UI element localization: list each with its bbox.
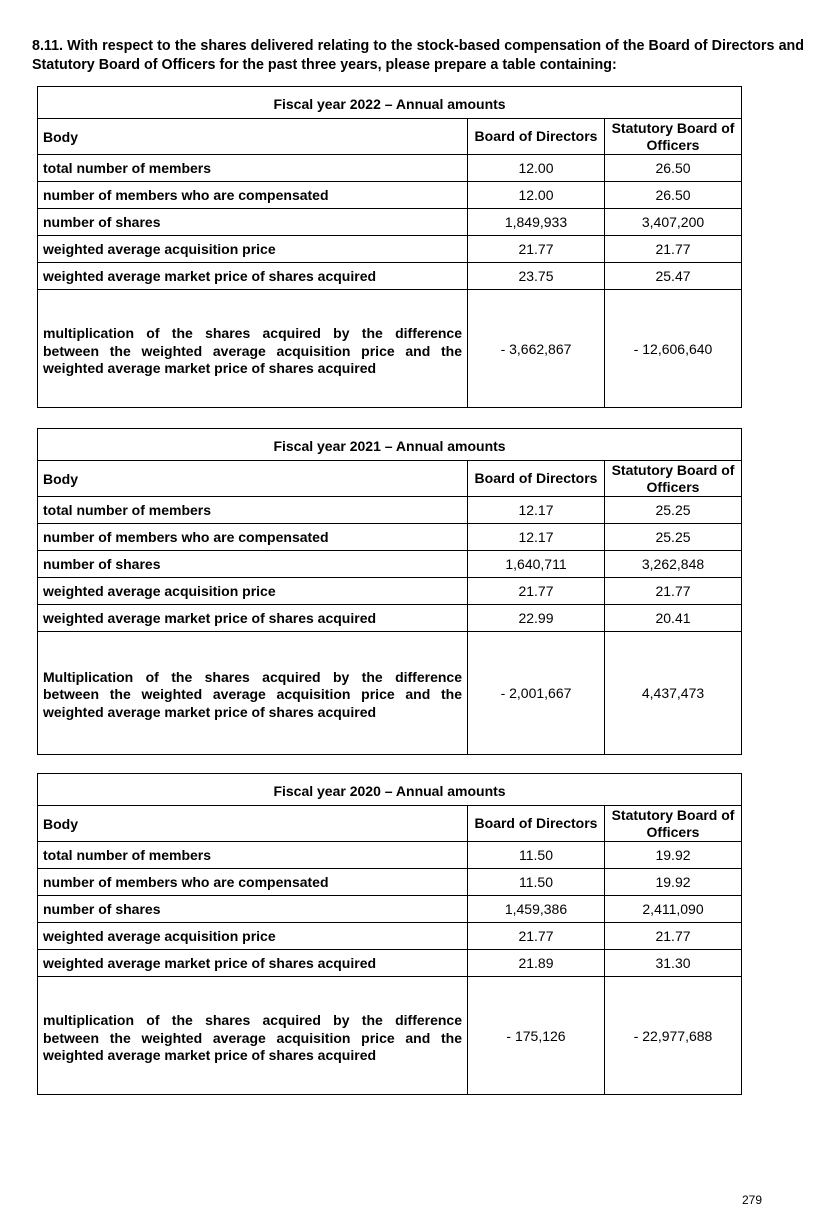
row-label: number of shares — [38, 551, 468, 578]
row-label: total number of members — [38, 497, 468, 524]
body-column-header: Body — [38, 461, 468, 497]
officers-column-header: Statutory Board of Officers — [605, 806, 742, 842]
board-value: 11.50 — [468, 842, 605, 869]
row-label: weighted average market price of shares acquired — [38, 263, 468, 290]
row-label: weighted average acquisition price — [38, 578, 468, 605]
officers-value: 25.47 — [605, 263, 742, 290]
officers-value: - 12,606,640 — [605, 290, 742, 408]
officers-value: 19.92 — [605, 842, 742, 869]
board-value: - 2,001,667 — [468, 632, 605, 755]
table-row — [38, 842, 742, 869]
row-label: number of members who are compensated — [38, 869, 468, 896]
officers-column-header: Statutory Board of Officers — [605, 119, 742, 155]
officers-value: 21.77 — [605, 923, 742, 950]
board-value: 12.00 — [468, 182, 605, 209]
table-row — [38, 524, 742, 551]
table-title: Fiscal year 2020 – Annual amounts — [38, 774, 742, 806]
table-row — [38, 977, 742, 1095]
board-value: 21.77 — [468, 923, 605, 950]
board-column-header: Board of Directors — [468, 806, 605, 842]
officers-value: 25.25 — [605, 497, 742, 524]
row-label: weighted average acquisition price — [38, 923, 468, 950]
table-row — [38, 923, 742, 950]
board-column-header: Board of Directors — [468, 119, 605, 155]
board-value: 23.75 — [468, 263, 605, 290]
officers-value: 3,262,848 — [605, 551, 742, 578]
body-column-header: Body — [38, 119, 468, 155]
table-row — [38, 209, 742, 236]
row-label: weighted average market price of shares acquired — [38, 950, 468, 977]
row-label: Multiplication of the shares acquired by the difference between the weighted average acquisition price and the weighted average market price of shares acquired — [38, 632, 468, 755]
row-label: multiplication of the shares acquired by the difference between the weighted average acquisition price and the weighted average market price of shares acquired — [38, 290, 468, 408]
table-row — [38, 236, 742, 263]
board-value: 11.50 — [468, 869, 605, 896]
row-label: total number of members — [38, 842, 468, 869]
board-value: 21.89 — [468, 950, 605, 977]
row-label: weighted average market price of shares acquired — [38, 605, 468, 632]
table-row — [38, 290, 742, 408]
board-value: 21.77 — [468, 578, 605, 605]
officers-value: 31.30 — [605, 950, 742, 977]
table-row — [38, 578, 742, 605]
officers-value: 2,411,090 — [605, 896, 742, 923]
officers-value: 25.25 — [605, 524, 742, 551]
page-number: 279 — [742, 1193, 763, 1207]
table-row — [38, 869, 742, 896]
table-row — [38, 155, 742, 182]
officers-column-header: Statutory Board of Officers — [605, 461, 742, 497]
board-value: 12.00 — [468, 155, 605, 182]
row-label: multiplication of the shares acquired by the difference between the weighted average acquisition price and the weighted average market price of shares acquired — [38, 977, 468, 1095]
table-row — [38, 551, 742, 578]
table-row — [38, 605, 742, 632]
row-label: number of members who are compensated — [38, 524, 468, 551]
table-title: Fiscal year 2021 – Annual amounts — [38, 429, 742, 461]
officers-value: 20.41 — [605, 605, 742, 632]
row-label: number of members who are compensated — [38, 182, 468, 209]
officers-value: 26.50 — [605, 182, 742, 209]
table-row — [38, 632, 742, 755]
row-label: number of shares — [38, 896, 468, 923]
section-intro: 8.11. With respect to the shares delivered relating to the stock-based compensation of the Board of Directors and Statutory Board of Officers for the past three years, please prepare a table containing: — [32, 38, 804, 73]
row-label: total number of members — [38, 155, 468, 182]
board-value: 22.99 — [468, 605, 605, 632]
table-row — [38, 263, 742, 290]
board-value: 12.17 — [468, 524, 605, 551]
compensation-table-2020 — [37, 773, 742, 1095]
body-column-header: Body — [38, 806, 468, 842]
officers-value: - 22,977,688 — [605, 977, 742, 1095]
board-column-header: Board of Directors — [468, 461, 605, 497]
officers-value: 21.77 — [605, 578, 742, 605]
table-row — [38, 896, 742, 923]
board-value: 1,849,933 — [468, 209, 605, 236]
compensation-table-2022 — [37, 86, 742, 408]
officers-value: 21.77 — [605, 236, 742, 263]
board-value: 12.17 — [468, 497, 605, 524]
row-label: number of shares — [38, 209, 468, 236]
officers-value: 3,407,200 — [605, 209, 742, 236]
table-row — [38, 497, 742, 524]
table-title: Fiscal year 2022 – Annual amounts — [38, 87, 742, 119]
table-row — [38, 950, 742, 977]
officers-value: 26.50 — [605, 155, 742, 182]
officers-value: 4,437,473 — [605, 632, 742, 755]
table-row — [38, 182, 742, 209]
board-value: 1,459,386 — [468, 896, 605, 923]
board-value: - 175,126 — [468, 977, 605, 1095]
compensation-table-2021 — [37, 428, 742, 755]
row-label: weighted average acquisition price — [38, 236, 468, 263]
officers-value: 19.92 — [605, 869, 742, 896]
board-value: - 3,662,867 — [468, 290, 605, 408]
board-value: 1,640,711 — [468, 551, 605, 578]
board-value: 21.77 — [468, 236, 605, 263]
